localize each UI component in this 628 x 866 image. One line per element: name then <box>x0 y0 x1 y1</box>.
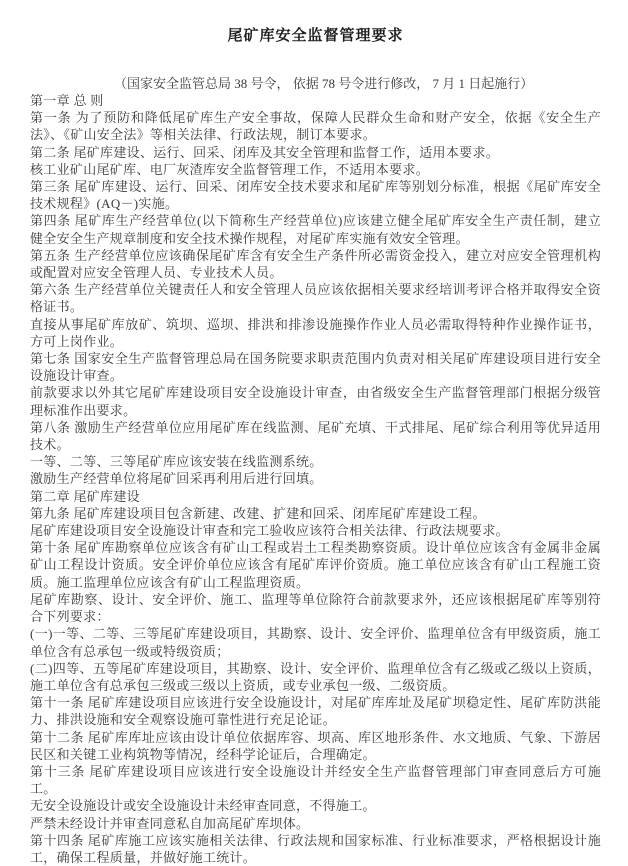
article-paragraph: 第三条 尾矿库建设、运行、回采、闭库安全技术要求和尾矿库等别划分标准，根据《尾矿库安全技术规程》(AQ－)实施。 <box>30 179 601 212</box>
article-paragraph: 第十条 尾矿库勘察单位应该含有矿山工程或岩土工程类勘察资质。设计单位应该含有金属非金属矿山工程设计资质。安全评价单位应该含有尾矿库评价资质。施工单位应该含有矿山工程施工资质。施工监理单位应该含有矿山工程监理资质。 <box>30 540 601 590</box>
clause-paragraph: 核工业矿山尾矿库、电厂灰渣库安全监督管理工作，不适用本要求。 <box>30 161 430 177</box>
article-paragraph: 第八条 激励生产经营单位应用尾矿库在线监测、尾矿充填、干式排尾、尾矿综合利用等优异适用技术。 <box>30 419 601 453</box>
article-paragraph: 第四条 尾矿库生产经营单位(以下简称生产经营单位)应该建立健全尾矿库安全生产责任制，建立健全安全生产规章制度和安全技术操作规程，对尾矿库实施有效安全管理。 <box>30 213 601 246</box>
article-paragraph: 第十四条 尾矿库施工应该实施相关法律、行政法规和国家标准、行业标准要求，严格根据设计施工，确保工程质量，并做好施工统计。 <box>30 832 601 865</box>
clause-paragraph: 一等、二等、三等尾矿库应该安装在线监测系统。 <box>30 454 323 470</box>
article-paragraph: 第七条 国家安全生产监督管理总局在国务院要求职责范围内负责对相关尾矿库建设项目进行安全设施设计审查。 <box>30 351 601 384</box>
document-title: 尾矿库安全监督管理要求 <box>227 28 404 44</box>
clause-paragraph: 无安全设施设计或安全设施设计未经审查同意，不得施工。 <box>30 798 376 814</box>
clause-paragraph: 严禁未经设计并审查同意私自加高尾矿库坝体。 <box>30 815 310 831</box>
clause-paragraph: 尾矿库勘察、设计、安全评价、施工、监理等单位除符合前款要求外，还应该根据尾矿库等别符合下列要求： <box>30 591 601 625</box>
article-paragraph: 第十三条 尾矿库建设项目应该进行安全设施设计并经安全生产监督管理部门审查同意后方可施工。 <box>30 763 601 797</box>
article-paragraph: 第一条 为了预防和降低尾矿库生产安全事故，保障人民群众生命和财产安全，依据《安全生产法》、《矿山安全法》等相关法律、行政法规，制订本要求。 <box>30 110 601 143</box>
clause-paragraph: 前款要求以外其它尾矿库建设项目安全设施设计审查，由省级安全生产监督管理部门根据分级管理标准作出要求。 <box>30 385 601 418</box>
list-item-paragraph: (二)四等、五等尾矿库建设项目，其勘察、设计、安全评价、监理单位含有乙级或乙级以上资质，施工单位含有总承包三级或三级以上资质，或专业承包一级、二级资质。 <box>30 660 601 693</box>
article-paragraph: 第十一条 尾矿库建设项目应该进行安全设施设计，对尾矿库库址及尾矿坝稳定性、尾矿库防洪能力、排洪设施和安全观察设施可靠性进行充足论证。 <box>30 695 601 728</box>
chapter-heading: 第一章 总 则 <box>30 93 104 108</box>
article-paragraph: 第五条 生产经营单位应该确保尾矿库含有安全生产条件所必需资金投入，建立对应安全管理机构或配置对应安全管理人员、专业技术人员。 <box>30 247 601 281</box>
clause-paragraph: 激励生产经营单位将尾矿回采再利用后进行回填。 <box>30 471 323 487</box>
document-body <box>30 92 601 866</box>
document-subtitle: （国家安全监管总局 38 号令， 依据 78 号令进行修改， 7 月 1 日起施行） <box>114 76 534 91</box>
article-paragraph: 第六条 生产经营单位关键责任人和安全管理人员应该依据相关要求经培训考评合格并取得安全资格证书。 <box>30 282 601 315</box>
article-paragraph: 第二条 尾矿库建设、运行、回采、闭库及其安全管理和监督工作，适用本要求。 <box>30 144 500 160</box>
article-paragraph: 第九条 尾矿库建设项目包含新建、改建、扩建和回采、闭库尾矿库建设工程。 <box>30 505 486 521</box>
clause-paragraph: 直接从事尾矿库放矿、筑坝、巡坝、排洪和排渗设施操作作业人员必需取得特种作业操作证书，方可上岗作业。 <box>30 316 601 349</box>
article-paragraph: 第十二条 尾矿库库址应该由设计单位依据库容、坝高、库区地形条件、水文地质、气象、下游居民区和关键工业构筑物等情况，经科学论证后，合理确定。 <box>30 729 601 762</box>
list-item-paragraph: (一)一等、二等、三等尾矿库建设项目，其勘察、设计、安全评价、监理单位含有甲级资质，施工单位含有总承包一级或特级资质； <box>30 626 601 659</box>
clause-paragraph: 尾矿库建设项目安全设施设计审查和完工验收应该符合相关法律、行政法规要求。 <box>30 523 509 539</box>
chapter-heading: 第二章 尾矿库建设 <box>30 488 140 504</box>
